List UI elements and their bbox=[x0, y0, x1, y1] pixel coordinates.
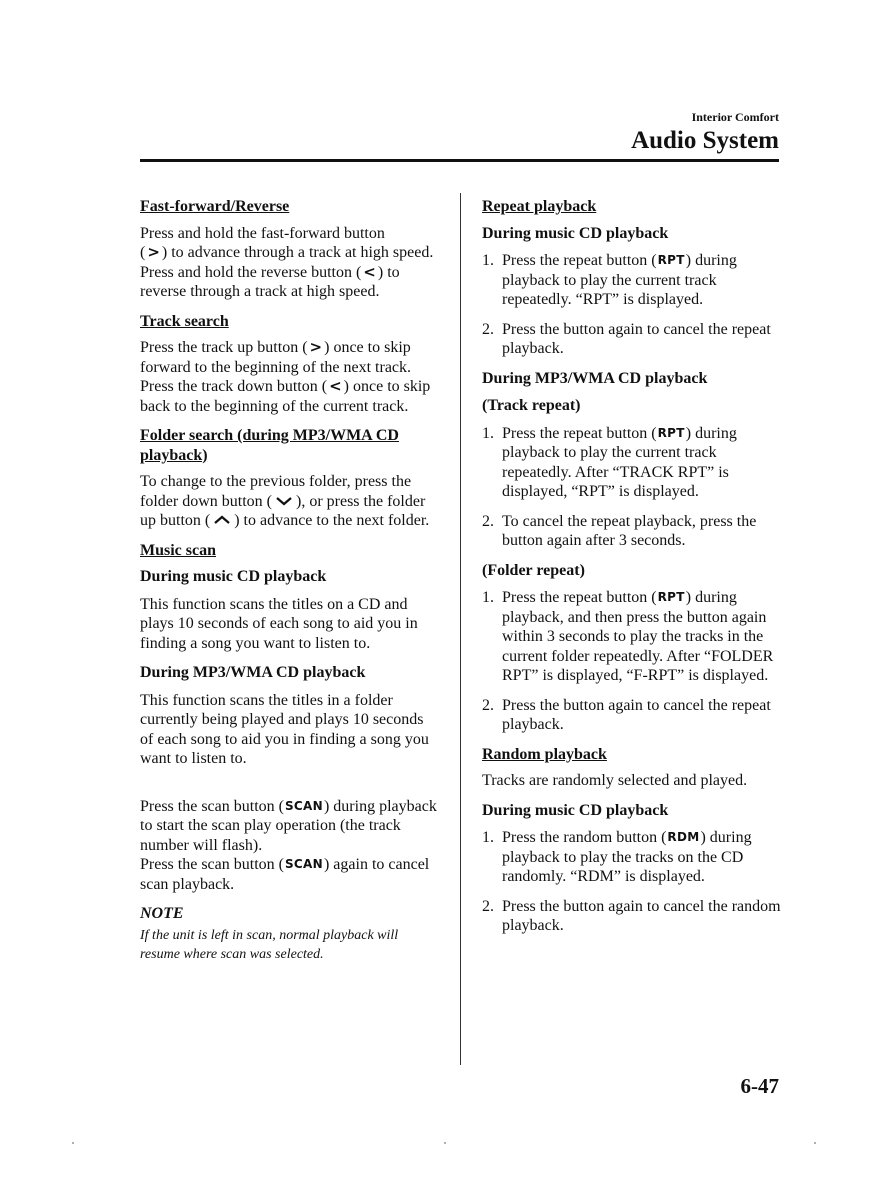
subheading-rp-mp3: During MP3/WMA CD playback bbox=[482, 369, 708, 387]
list-item: 2. Press the button again to cancel the random playback. bbox=[482, 897, 781, 934]
list-item: 1. Press the repeat button (RPT) during playback, and then press the button again within 3 seconds to play the tracks in the current folder repeatedly. After “FOLDER RPT” is displayed, “F-RPT” is displayed. bbox=[482, 589, 774, 684]
ff-paragraph: Press and hold the fast-forward button ( > ) to advance through a track at high speed. Press and hold the reverse button ( < ) to reverse through a track at high speed. bbox=[140, 224, 434, 300]
subheading-track-repeat: (Track repeat) bbox=[482, 397, 581, 414]
note-text: If the unit is left in scan, normal playback will resume where scan was selected. bbox=[140, 927, 399, 962]
rp-cd-list bbox=[482, 251, 782, 359]
heading-track-search: Track search bbox=[140, 312, 229, 330]
track-repeat-list bbox=[482, 424, 782, 551]
rpt-button-label: RPT bbox=[657, 590, 685, 604]
list-item: 2. To cancel the repeat playback, press the button again after 3 seconds. bbox=[482, 512, 757, 549]
rpt-button-label: RPT bbox=[657, 425, 685, 440]
list-item: 1. Press the repeat button (RPT) during playback to play the current track repeatedly. “RPT” is displayed. bbox=[482, 252, 737, 308]
ms-mp3-paragraph: This function scans the titles in a folder currently being played and plays 10 seconds of each song to aid you in finding a song you want to listen to. bbox=[140, 691, 429, 767]
heading-repeat-playback: Repeat playback bbox=[482, 198, 597, 215]
folder-down-chevron-icon bbox=[275, 496, 293, 506]
list-item: 2. Press the button again to cancel the repeat playback. bbox=[482, 320, 771, 357]
ts-paragraph: Press the track up button ( > ) once to skip forward to the beginning of the next track. Press the track down button ( < ) once to skip back to the beginning of the current track. bbox=[140, 338, 431, 415]
list-item: 2. Press the button again to cancel the repeat playback. bbox=[482, 696, 771, 733]
note-heading: NOTE bbox=[140, 905, 184, 922]
fs-paragraph: To change to the previous folder, press the folder down button ( ), or press the folder up button ( ) to advance to the next folder. bbox=[140, 473, 430, 529]
crop-mark bbox=[814, 1142, 816, 1144]
subheading-ms-cd: During music CD playback bbox=[140, 568, 327, 585]
subheading-folder-repeat: (Folder repeat) bbox=[482, 561, 585, 579]
folder-up-chevron-icon bbox=[213, 515, 231, 525]
folder-repeat-list bbox=[482, 588, 782, 735]
random-list bbox=[482, 828, 782, 936]
rpt-button-label: RPT bbox=[657, 253, 685, 267]
heading-folder-search: Folder search (during MP3/WMA CD playback) bbox=[140, 427, 399, 464]
page-number: 6-47 bbox=[740, 1074, 779, 1098]
track-down-glyph-icon: < bbox=[329, 377, 342, 395]
scan-paragraph: Press the scan button (SCAN) during playback to start the scan play operation (the track number will flash). Press the scan button (SCAN) again to cancel scan playback. bbox=[140, 797, 437, 893]
heading-fast-forward-reverse: Fast-forward/Reverse bbox=[140, 198, 290, 215]
rdm-button-label: RDM bbox=[667, 830, 700, 844]
subheading-rp-cd: During music CD playback bbox=[482, 224, 669, 242]
right-column bbox=[482, 197, 782, 946]
crop-mark bbox=[72, 1142, 74, 1144]
column-divider bbox=[460, 193, 461, 1065]
scan-button-label: SCAN bbox=[284, 798, 323, 813]
ms-cd-paragraph: This function scans the titles on a CD and plays 10 seconds of each song to aid you in finding a song you want to listen to. bbox=[140, 595, 418, 652]
heading-music-scan: Music scan bbox=[140, 541, 216, 559]
reverse-glyph-icon: < bbox=[363, 262, 376, 281]
list-item: 1. Press the random button (RDM) during playback to play the tracks on the CD randomly. “RDM” is displayed. bbox=[482, 829, 752, 885]
header-rule bbox=[140, 159, 779, 162]
scan-button-label: SCAN bbox=[284, 857, 323, 871]
rand-paragraph: Tracks are randomly selected and played. bbox=[482, 772, 748, 789]
list-item: 1. Press the repeat button (RPT) during playback to play the current track repeatedly. After “TRACK RPT” is displayed, “RPT” is displayed. bbox=[482, 424, 737, 500]
subheading-ms-mp3: During MP3/WMA CD playback bbox=[140, 664, 366, 681]
subheading-rand-cd: During music CD playback bbox=[482, 801, 669, 819]
heading-random-playback: Random playback bbox=[482, 745, 607, 763]
left-column bbox=[140, 197, 438, 964]
running-header bbox=[631, 110, 779, 156]
crop-mark bbox=[444, 1142, 446, 1144]
track-up-glyph-icon: > bbox=[309, 338, 323, 356]
fast-forward-glyph-icon: > bbox=[147, 243, 160, 261]
page-title: Audio System bbox=[631, 127, 779, 154]
section-name: Interior Comfort bbox=[691, 110, 779, 124]
